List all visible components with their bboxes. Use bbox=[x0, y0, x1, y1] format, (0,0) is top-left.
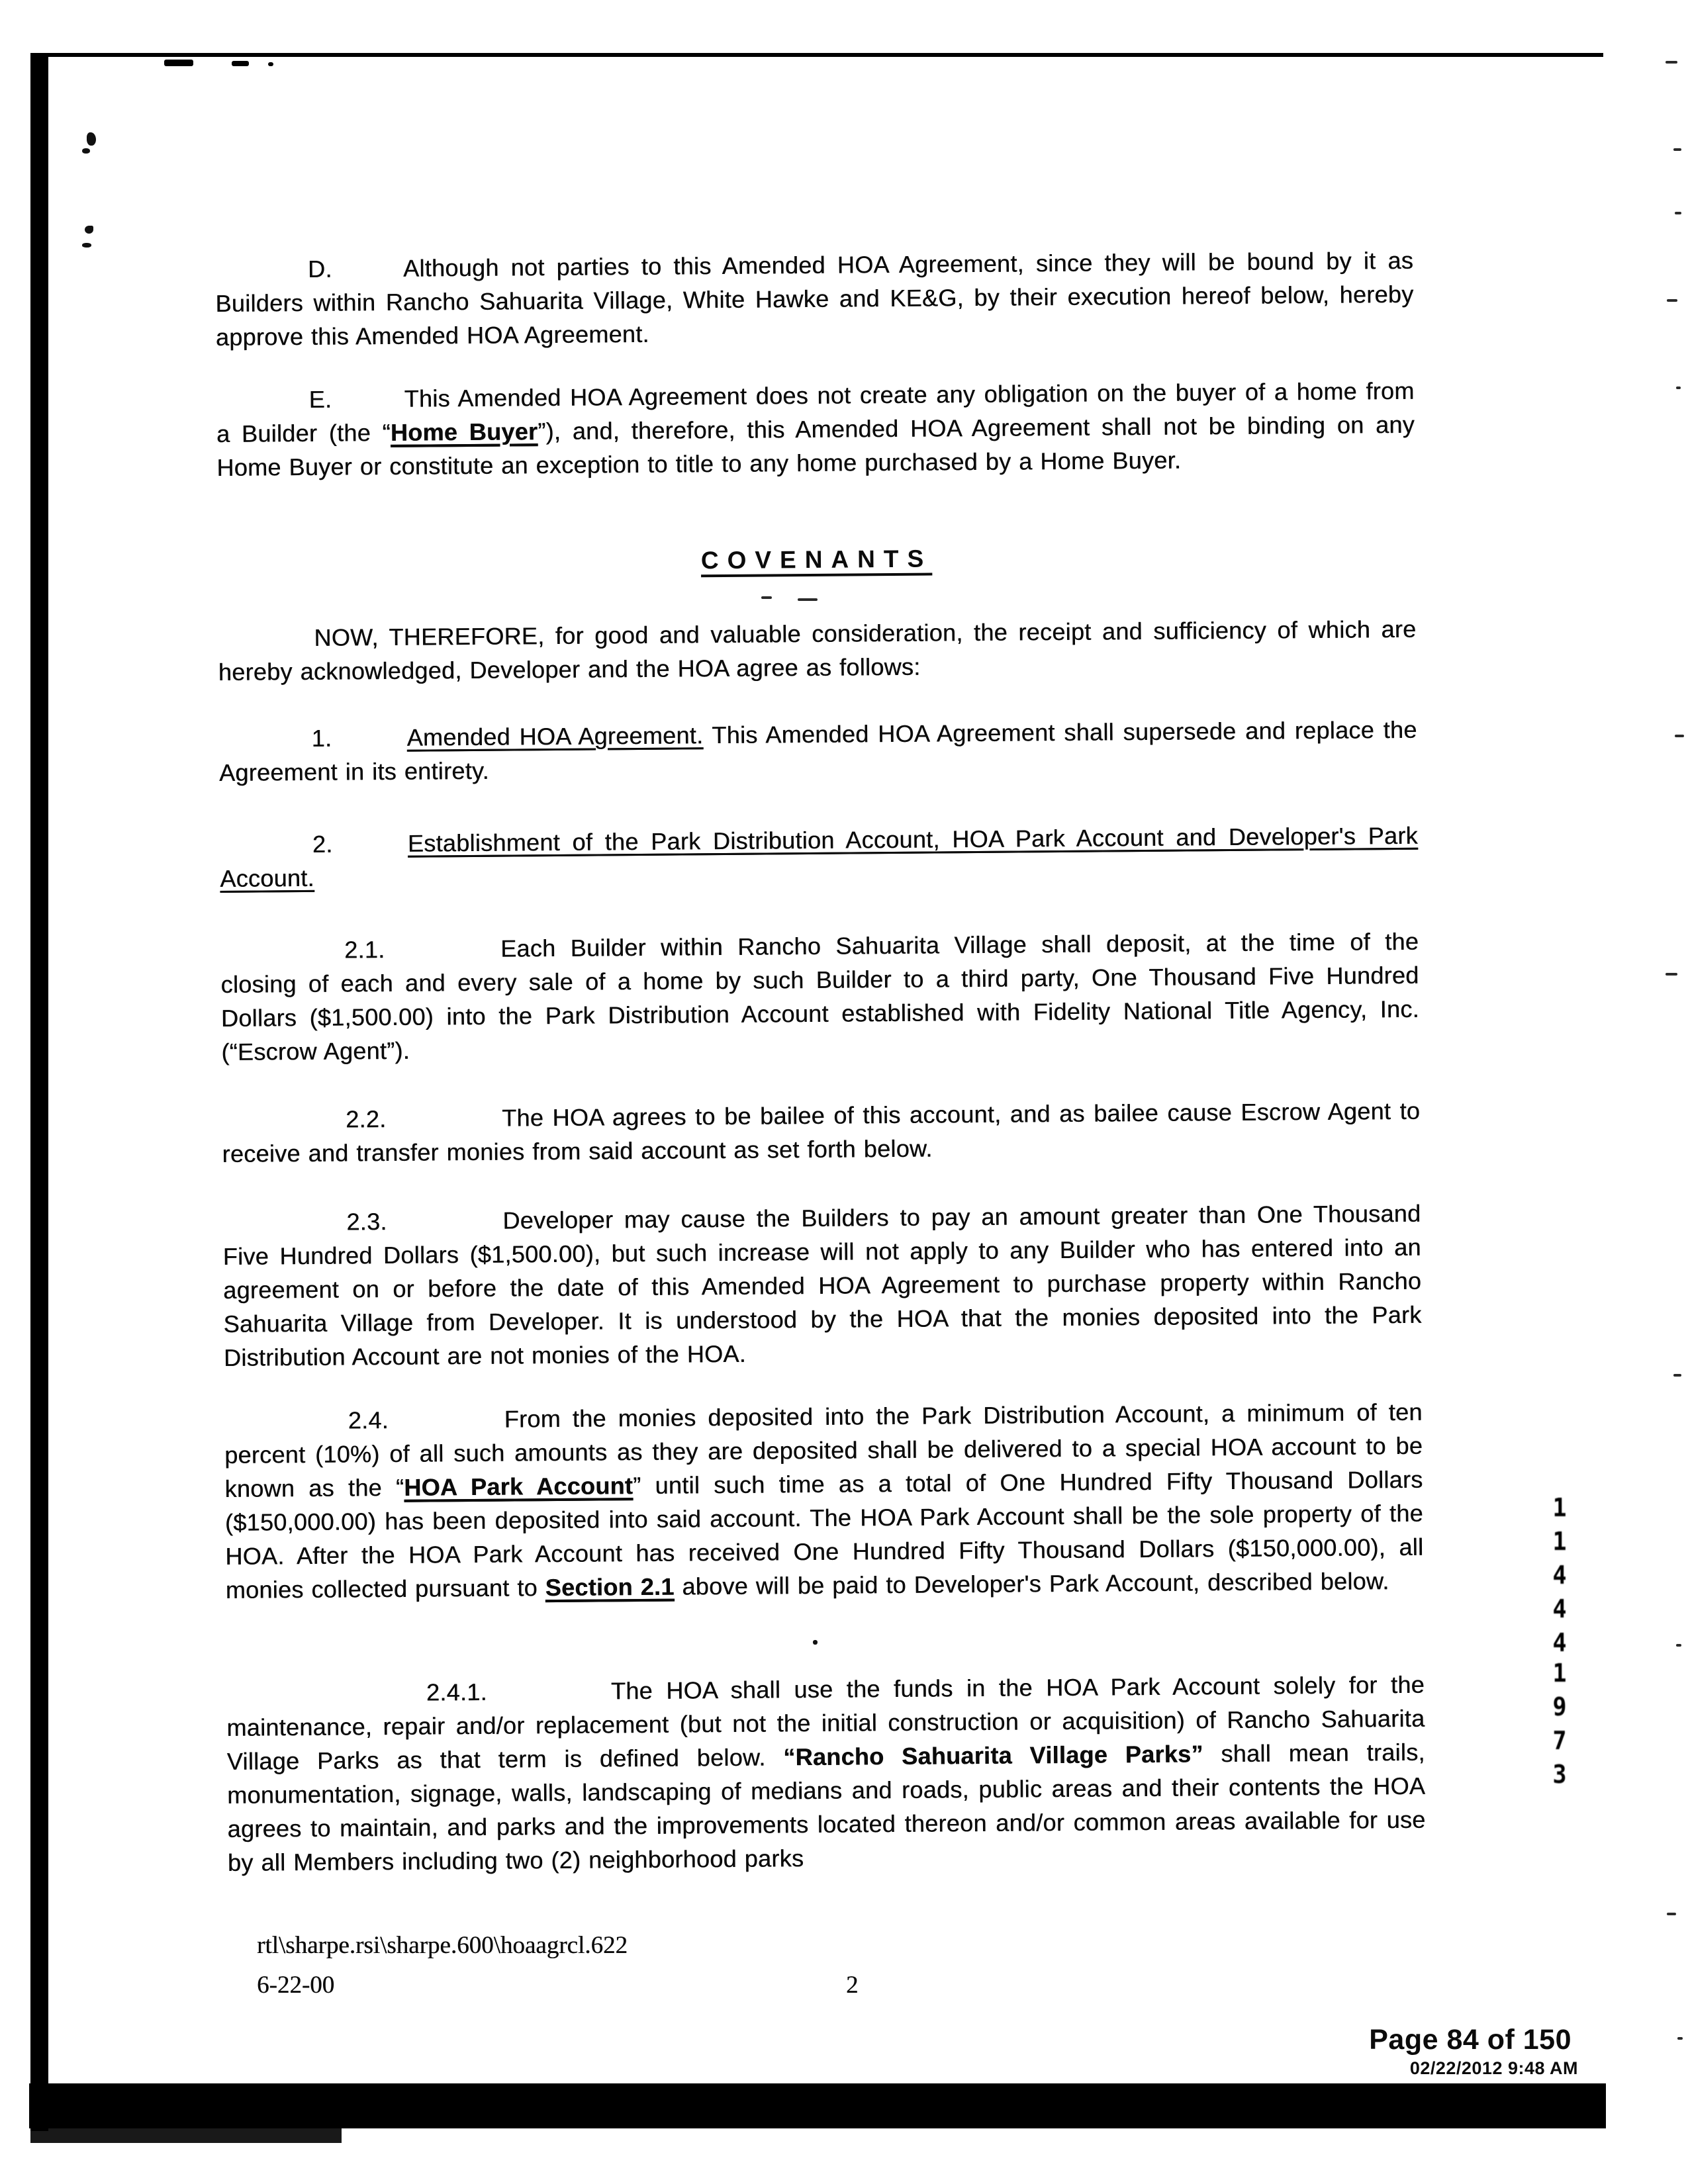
section-1-heading: Amended HOA Agreement. bbox=[406, 721, 704, 751]
section-2-2 bbox=[222, 1094, 1421, 1171]
section-2-4-text-mid: ” until such time as a total of One Hundred Fifty Thousand Dollars ($150,000.00) has been deposited into said account. The HOA Park Account shall be the sole property of the HOA. After the HOA Park Account has received One Hundred Fifty Thousand Dollars ($150,000.00), all monies collected pursuant to bbox=[224, 1465, 1424, 1604]
section-2-4 bbox=[224, 1395, 1424, 1607]
defined-term-hoa-park-account: HOA Park Account bbox=[404, 1472, 633, 1501]
section-2-3-text: Developer may cause the Builders to pay an amount greater than One Thousand Five Hundred Dollars ($1,500.00), but such increase will not apply to any Builder who has entered into an agreement on or before the date of this Amended HOA Agreement to purchase property within Rancho Sahuarita Village from Developer. It is understood by the HOA that the monies deposited into the Park Distribution Account are not monies of the HOA. bbox=[222, 1199, 1422, 1371]
section-1-number: 1. bbox=[311, 724, 332, 752]
section-2-3 bbox=[222, 1197, 1422, 1375]
stamp-datetime: 02/22/2012 9:48 AM bbox=[1409, 2058, 1578, 2078]
section-2-1-reference: Section 2.1 bbox=[545, 1572, 675, 1602]
bates-number-lower: 1973 bbox=[1546, 1659, 1573, 1794]
paragraph-d bbox=[215, 244, 1414, 354]
section-1-text: This Amended HOA Agreement shall supersede and replace the Agreement in its entirety. bbox=[218, 715, 1417, 786]
section-2-4-text: From the monies deposited into the Park Distribution Account, a minimum of ten percent (10%) of all such amounts as they are deposited shall be delivered to a special HOA account to be known as the “ bbox=[224, 1398, 1423, 1502]
section-2-3-number: 2.3. bbox=[346, 1208, 387, 1236]
defined-term-home-buyer: Home Buyer bbox=[390, 418, 538, 446]
section-2-4-1-number: 2.4.1. bbox=[426, 1678, 487, 1706]
section-2-4-1-text: The HOA shall use the funds in the HOA Park Account solely for the maintenance, repair and/or replacement (but not the initial construction or acquisition) of Rancho Sahuarita Village Parks as that term is defined below. bbox=[226, 1670, 1425, 1775]
section-2-1 bbox=[220, 925, 1420, 1069]
section-2-2-text: The HOA agrees to be bailee of this account, and as bailee cause Escrow Agent to receive and transfer monies from said account as set forth below. bbox=[222, 1097, 1421, 1167]
section-2-1-number: 2.1. bbox=[344, 936, 385, 964]
section-2-4-number: 2.4. bbox=[348, 1406, 389, 1434]
section-2-4-1-text-cont: shall mean trails, monumentation, signage, walls, landscaping of medians and roads, public areas and their contents the HOA agrees to maintain, and parks and the improvements located thereon and/or common areas available for use by all Members including two (2) neighborhood parks bbox=[227, 1738, 1426, 1876]
paragraph-e-text: This Amended HOA Agreement does not create any obligation on the buyer of a home from a Builder (the “ bbox=[216, 377, 1415, 447]
defined-term-rancho-sahuarita-village-parks: “Rancho Sahuarita Village Parks” bbox=[783, 1740, 1203, 1771]
paragraph-e-number: E. bbox=[308, 385, 332, 413]
paragraph-d-text: Although not parties to this Amended HOA Agreement, since they will be bound by it as Builders within Rancho Sahuarita Village, White Hawke and KE&G, by their execution hereof below, hereby approve this Amended HOA Agreement. bbox=[215, 246, 1414, 351]
scan-edge-left-bar bbox=[30, 53, 48, 2131]
section-1 bbox=[218, 713, 1417, 790]
paragraph-e-text-cont: ”), and, therefore, this Amended HOA Agreement shall not be binding on any Home Buyer or constitute an exception to title to any home purchased by a Home Buyer. bbox=[216, 410, 1415, 481]
footer-page-number: 2 bbox=[846, 1972, 859, 1999]
section-2-number: 2. bbox=[312, 830, 333, 858]
section-2-heading: Establishment of the Park Distribution Account, HOA Park Account and Developer's Park Account. bbox=[220, 821, 1418, 892]
paragraph-now-therefore: NOW, THEREFORE, for good and valuable consideration, the receipt and sufficiency of which are hereby acknowledged, Developer and the HOA agree as follows: bbox=[218, 615, 1417, 686]
footer-file-path: rtl\sharpe.rsi\sharpe.600\hoaagrcl.622 bbox=[257, 1932, 628, 1959]
document-body bbox=[213, 0, 1429, 2184]
footer-date: 6-22-00 bbox=[257, 1972, 335, 1999]
section-2 bbox=[220, 819, 1419, 895]
section-2-4-1 bbox=[226, 1668, 1426, 1880]
section-2-4-text-cont: above will be paid to Developer's Park Account, described below. bbox=[674, 1567, 1389, 1600]
paragraph-d-number: D. bbox=[307, 255, 332, 283]
section-2-1-text: Each Builder within Rancho Sahuarita Village shall deposit, at the time of the closing of each and every sale of a home by such Builder to a third party, One Thousand Five Hundred Dollars ($1,500.00) into the Park Distribution Account established with Fidelity National Title Agency, Inc. (“Escrow Agent”). bbox=[220, 927, 1420, 1066]
section-2-2-number: 2.2. bbox=[345, 1105, 387, 1133]
bates-number-upper: 11444 bbox=[1546, 1493, 1573, 1662]
stamp-page-count: Page 84 of 150 bbox=[1369, 2024, 1571, 2056]
paragraph-e bbox=[216, 374, 1415, 484]
covenants-heading: COVENANTS bbox=[700, 545, 933, 574]
